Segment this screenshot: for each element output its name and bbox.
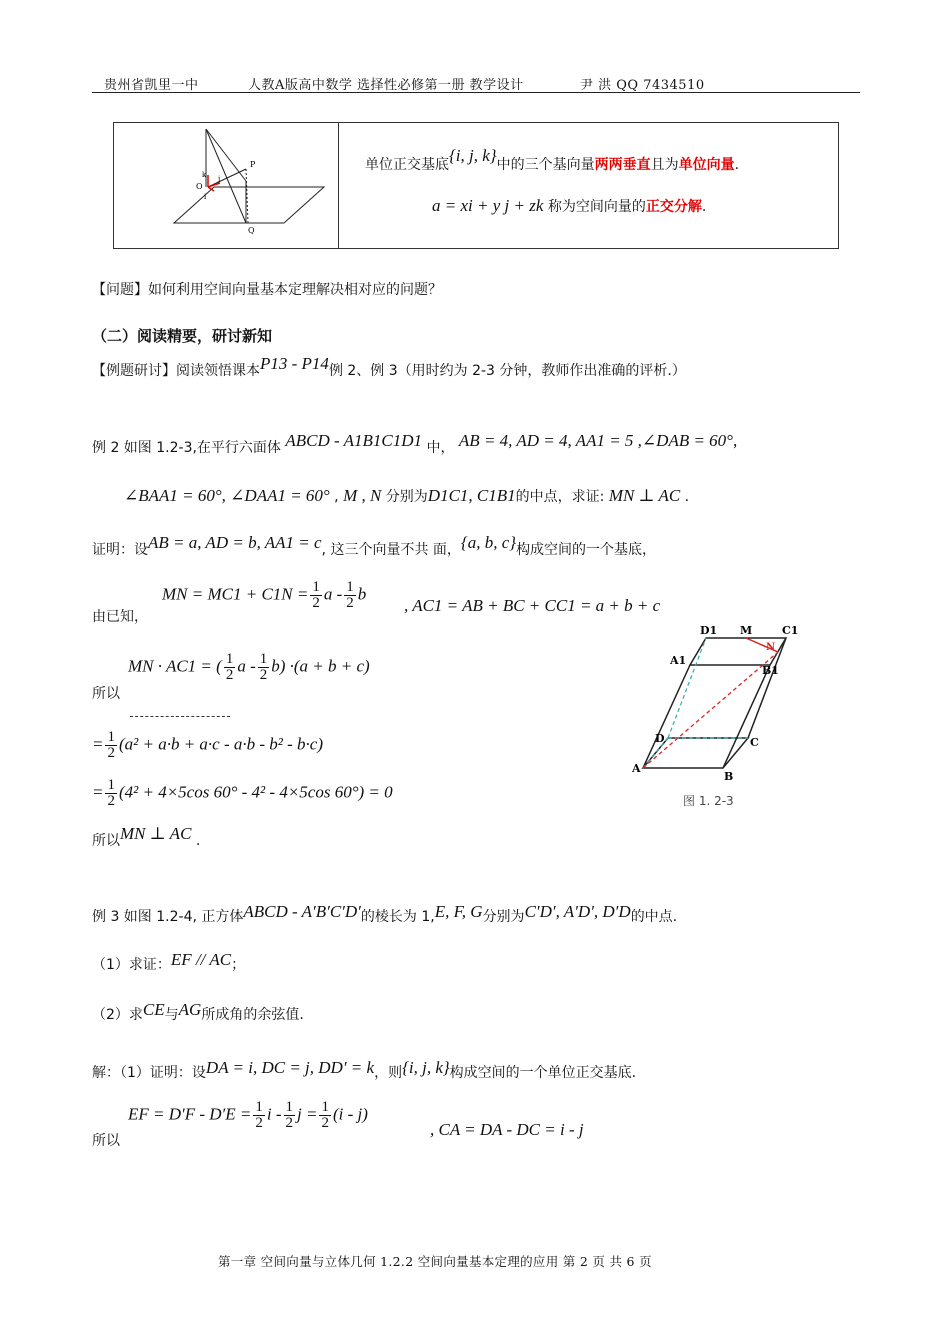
fig-a: A (632, 762, 641, 775)
fig-n: N (766, 642, 776, 653)
parallelepiped-figure (628, 620, 808, 810)
header-school: 贵州省凯里一中 (104, 78, 199, 93)
table-line2: a = xi + y j + zk 称为空间向量的正交分解. (432, 196, 707, 215)
header-rule (92, 92, 860, 93)
fig-label-p: P (250, 160, 256, 169)
ex2-known-label: 由已知， (92, 609, 148, 625)
fig-a1: A1 (670, 654, 687, 667)
ex2-line2: ∠BAA1 = 60°, ∠DAA1 = 60° , M , N 分别为D1C1, C1B1的中点，求证: MN ⊥ AC . (124, 486, 690, 505)
ex2-ac-formula: , AC1 = AB + BC + CC1 = a + b + c (404, 596, 661, 615)
ex2-numeric-formula: = $\frac{1}{2}$ (4² + 4×5cos 60° - 4² - 4×5cos 60°) = 0 (92, 777, 393, 809)
section-title: （二）阅读精要，研讨新知 (92, 327, 273, 345)
ex3-so: 所以 (92, 1133, 120, 1149)
ex3-line1: 例 3 如图 1.2-4, 正方体ABCD - A′B′C′D′的棱长为 1,E, F, G分别为C′D′, A′D′, D′D的中点. (92, 902, 678, 925)
ex3-q2: （2）求CE与AG所成角的余弦值. (92, 1000, 304, 1023)
fig-label-k: k (202, 171, 207, 179)
table-line1: 单位正交基底{i, j, k}中的三个基向量两两垂直且为单位向量. (365, 146, 740, 173)
fig-c1: C1 (782, 624, 799, 637)
fig-d: D (655, 732, 665, 745)
ex3-ef-formula: EF = D′F - D′E = $\frac{1}{2}$ i - $\frac{1}{2}$ j = $\frac{1}{2}$ (i - j) (128, 1099, 368, 1131)
fig-d1: D1 (700, 624, 718, 637)
fig-m: M (740, 624, 753, 637)
fig-b: B (724, 770, 734, 783)
fig-label-i: i (204, 193, 207, 201)
ex2-so1: 所以 (92, 686, 120, 702)
figure-caption: 图 1. 2-3 (683, 794, 734, 808)
ex2-line1: 例 2 如图 1.2-3,在平行六面体 ABCD - A1B1C1D1 中， AB = 4, AD = 4, AA1 = 5 ,∠DAB = 60°, (92, 431, 738, 456)
fig-label-o: O (196, 182, 203, 191)
basis-figure (164, 125, 334, 245)
ex2-proof-setup: 证明：设AB = a, AD = b, AA1 = c, 这三个向量不共 面，{a, b, c}构成空间的一个基底， (92, 533, 657, 558)
fig-b1: B1 (762, 664, 779, 677)
table-divider (338, 123, 339, 248)
fig-label-j: j (218, 175, 221, 183)
page-footer: 第一章 空间向量与立体几何 1.2.2 空间向量基本定理的应用 第 2 页 共 6 页 (218, 1254, 652, 1269)
ex2-mn-formula: MN = MC1 + C1N = $\frac{1}{2}$ a - $\frac{1}{2}$ b (162, 579, 367, 611)
ex3-ca-formula: , CA = DA - DC = i - j (430, 1120, 584, 1139)
header-author: 尹 洪 QQ 7434510 (580, 78, 705, 93)
fig-label-q: Q (248, 226, 255, 235)
header-title: 人教A版高中数学 选择性必修第一册 教学设计 (248, 78, 524, 93)
ex3-solution-setup: 解：（1）证明：设DA = i, DC = j, DD′ = k，则{i, j, k}构成空间的一个单位正交基底. (92, 1058, 637, 1081)
overline-marks (130, 716, 230, 717)
ex2-dot-formula: MN · AC1 = ( $\frac{1}{2}$ a - $\frac{1}{2}$ b) ·(a + b + c) (128, 651, 370, 683)
ex2-expand-formula: = $\frac{1}{2}$ (a² + a·b + a·c - a·b - b² - b·c) (92, 729, 324, 761)
fig-c: C (750, 736, 759, 749)
example-intro: 【例题研讨】阅读领悟课本P13 - P14例 2、例 3（用时约为 2-3 分钟，教师作出准确的评析.） (92, 354, 686, 379)
definition-table (113, 122, 839, 249)
ex3-q1: （1）求证：EF // AC； (92, 950, 246, 973)
ex2-conclusion: 所以MN ⊥ AC . (92, 824, 201, 849)
question-text: 【问题】如何利用空间向量基本定理解决相对应的问题？ (92, 282, 442, 298)
